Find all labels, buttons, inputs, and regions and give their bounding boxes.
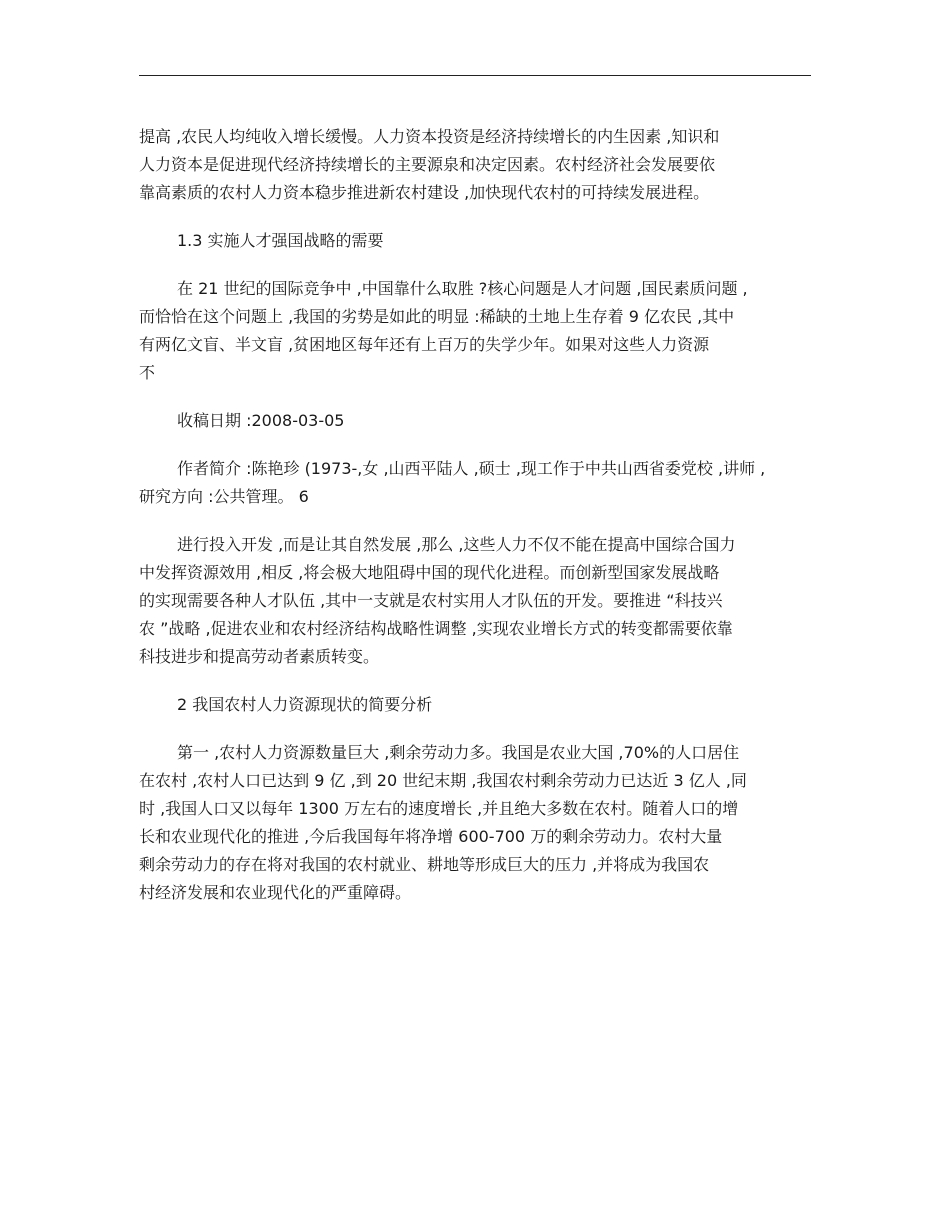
paragraph-line: 而恰恰在这个问题上 ,我国的劣势是如此的明显 :稀缺的土地上生存着 9 亿农民 ,其中	[139, 307, 735, 326]
paragraph-line: 不	[139, 363, 156, 382]
paragraph-line: 在农村 ,农村人口已达到 9 亿 ,到 20 世纪末期 ,我国农村剩余劳动力已达近 3 亿人 ,同	[139, 771, 747, 790]
received-date: 收稿日期 :2008-03-05	[177, 411, 345, 430]
section-heading-2: 2 我国农村人力资源现状的简要分析	[177, 695, 433, 714]
header-rule	[139, 75, 811, 76]
author-info-continued: 研究方向 :公共管理。 6	[139, 487, 309, 506]
section-heading-1-3: 1.3 实施人才强国战略的需要	[177, 231, 384, 250]
paragraph-line: 的实现需要各种人才队伍 ,其中一支就是农村实用人才队伍的开发。要推进 “科技兴	[139, 591, 723, 610]
paragraph-line: 提高 ,农民人均纯收入增长缓慢。人力资本投资是经济持续增长的内生因素 ,知识和	[139, 127, 720, 146]
paragraph-line: 时 ,我国人口又以每年 1300 万左右的速度增长 ,并且绝大多数在农村。随着人口的增	[139, 799, 739, 818]
paragraph-line: 剩余劳动力的存在将对我国的农村就业、耕地等形成巨大的压力 ,并将成为我国农	[139, 855, 710, 874]
paragraph-line: 中发挥资源效用 ,相反 ,将会极大地阻碍中国的现代化进程。而创新型国家发展战略	[139, 563, 720, 582]
paragraph-line: 长和农业现代化的推进 ,今后我国每年将净增 600-700 万的剩余劳动力。农村大量	[139, 827, 723, 846]
paragraph-line: 农 ”战略 ,促进农业和农村经济结构战略性调整 ,实现农业增长方式的转变都需要依靠	[139, 619, 733, 638]
paragraph-line: 第一 ,农村人力资源数量巨大 ,剩余劳动力多。我国是农业大国 ,70%的人口居住	[177, 743, 740, 762]
paragraph-line: 人力资本是促进现代经济持续增长的主要源泉和决定因素。农村经济社会发展要依	[139, 155, 716, 174]
paragraph-line: 靠高素质的农村人力资本稳步推进新农村建设 ,加快现代农村的可持续发展进程。	[139, 183, 710, 202]
paragraph-line: 进行投入开发 ,而是让其自然发展 ,那么 ,这些人力不仅不能在提高中国综合国力	[177, 535, 736, 554]
paragraph-line: 村经济发展和农业现代化的严重障碍。	[139, 883, 412, 902]
document-body	[139, 123, 811, 907]
paragraph-line: 有两亿文盲、半文盲 ,贫困地区每年还有上百万的失学少年。如果对这些人力资源	[139, 335, 710, 354]
paragraph-line: 在 21 世纪的国际竞争中 ,中国靠什么取胜 ?核心问题是人才问题 ,国民素质问题 ,	[177, 279, 748, 298]
paragraph-line: 科技进步和提高劳动者素质转变。	[139, 647, 380, 666]
author-info: 作者简介 :陈艳珍 (1973-,女 ,山西平陆人 ,硕士 ,现工作于中共山西省委党校 ,讲师 ,	[177, 459, 766, 478]
